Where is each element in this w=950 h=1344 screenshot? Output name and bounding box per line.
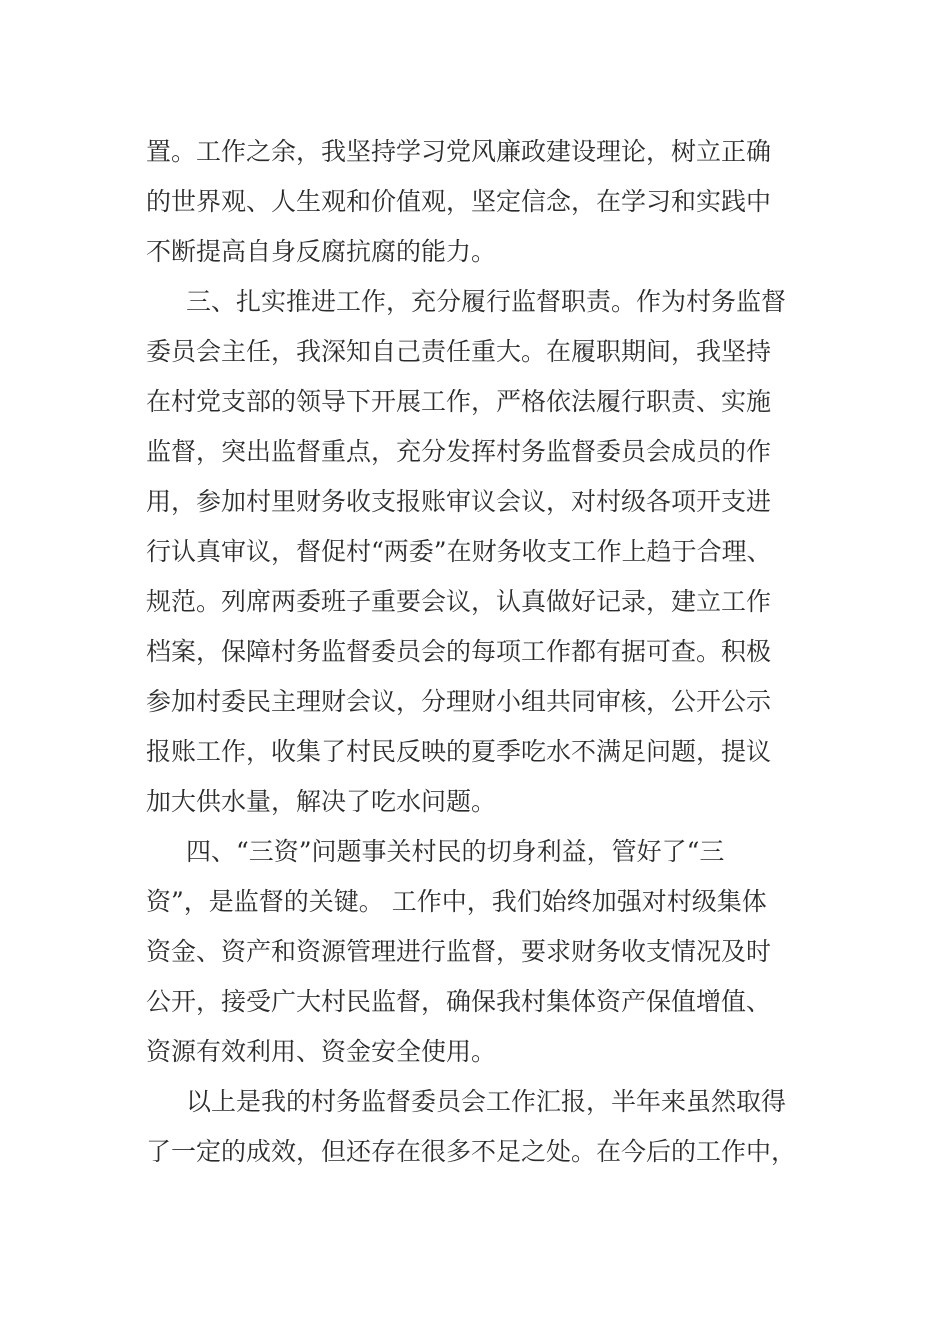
text-line: 档案，保障村务监督委员会的每项工作都有据可查。积极 (146, 637, 772, 666)
text-line: 置。工作之余，我坚持学习党风廉政建设理论，树立正确 (146, 137, 772, 166)
text-line: 在村党支部的领导下开展工作，严格依法履行职责、实施 (146, 387, 772, 416)
text-line: 不断提高自身反腐抗腐的能力。 (146, 237, 497, 266)
text-line: 的世界观、人生观和价值观，坚定信念，在学习和实践中 (146, 187, 772, 216)
text-line: 行认真审议，督促村“两委”在财务收支工作上趋于合理、 (146, 537, 772, 566)
text-line: 监督，突出监督重点，充分发挥村务监督委员会成员的作 (146, 437, 772, 466)
text-line: 参加村委民主理财会议，分理财小组共同审核，公开公示 (146, 687, 772, 716)
text-line: 资金、资产和资源管理进行监督，要求财务收支情况及时 (146, 937, 772, 966)
paragraph-start-line: 三、扎实推进工作，充分履行监督职责。作为村务监督 (186, 287, 787, 316)
paragraph-start-line: 以上是我的村务监督委员会工作汇报，半年来虽然取得 (186, 1087, 787, 1116)
text-line: 资源有效利用、资金安全使用。 (146, 1037, 497, 1066)
text-line: 加大供水量，解决了吃水问题。 (146, 787, 497, 816)
text-line: 了一定的成效，但还存在很多不足之处。在今后的工作中， (146, 1137, 797, 1166)
text-line: 用，参加村里财务收支报账审议会议，对村级各项开支进 (146, 487, 772, 516)
text-line: 委员会主任，我深知自己责任重大。在履职期间，我坚持 (146, 337, 772, 366)
text-line: 规范。列席两委班子重要会议，认真做好记录，建立工作 (146, 587, 772, 616)
paragraph-start-line: 四、“三资”问题事关村民的切身利益，管好了“三 (186, 837, 725, 866)
text-line: 资”，是监督的关键。 工作中，我们始终加强对村级集体 (146, 887, 767, 916)
text-line: 报账工作，收集了村民反映的夏季吃水不满足问题，提议 (146, 737, 772, 766)
text-line: 公开，接受广大村民监督，确保我村集体资产保值增值、 (146, 987, 772, 1016)
